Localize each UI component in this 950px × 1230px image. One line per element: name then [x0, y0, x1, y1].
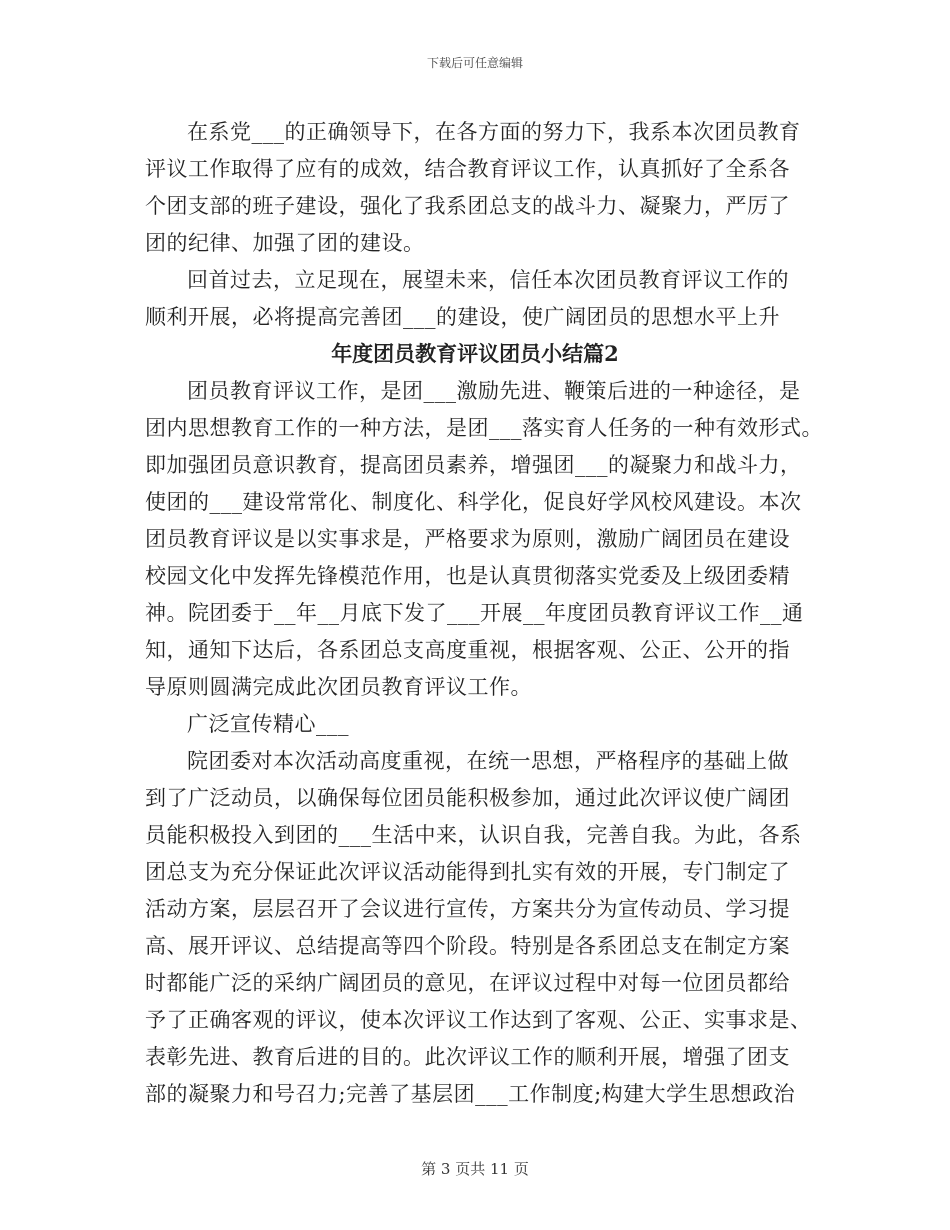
paragraph-line: 员能积极投入到团的___生活中来，认识自我，完善自我。为此，各系 — [145, 823, 802, 847]
paragraph-line: 部的凝聚力和号召力;完善了基层团___工作制度;构建大学生思想政治 — [145, 1082, 796, 1106]
section-title: 年度团员教育评议团员小结篇2 — [331, 341, 619, 366]
paragraph-line: 团总支为充分保证此次评议活动能得到扎实有效的开展，专门制定了 — [145, 860, 790, 884]
paragraph-line: 院团委对本次活动高度重视，在统一思想，严格程序的基础上做 — [187, 749, 789, 773]
paragraph-line: 高、展开评议、总结提高等四个阶段。特别是各系团总支在制定方案 — [145, 934, 790, 958]
paragraph-line: 评议工作取得了应有的成效，结合教育评议工作，认真抓好了全系各 — [145, 157, 790, 181]
paragraph-line: 团员教育评议是以实事求是，严格要求为原则，激励广阔团员在建设 — [145, 527, 790, 551]
paragraph-line: 导原则圆满完成此次团员教育评议工作。 — [145, 675, 532, 699]
page-footer: 第 3 页共 11 页 — [421, 1160, 529, 1178]
paragraph-line: 顺利开展，必将提高完善团___的建设，使广阔团员的思想水平上升 — [145, 305, 780, 329]
subheading: 广泛宣传精心___ — [187, 712, 349, 736]
paragraph-line: 使团的___建设常常化、制度化、科学化，促良好学风校风建设。本次 — [145, 490, 802, 514]
paragraph-line: 知，通知下达后，各系团总支高度重视，根据客观、公正、公开的指 — [145, 638, 790, 662]
page-header: 下载后可任意编辑 — [426, 56, 523, 70]
paragraph-line: 在系党___的正确领导下，在各方面的努力下，我系本次团员教育 — [187, 120, 801, 144]
paragraph-line: 时都能广泛的采纳广阔团员的意见，在评议过程中对每一位团员都给 — [145, 971, 790, 995]
paragraph-line: 校园文化中发挥先锋模范作用，也是认真贯彻落实党委及上级团委精 — [145, 564, 790, 588]
paragraph-line: 团的纪律、加强了团的建设。 — [145, 231, 425, 255]
paragraph-line: 到了广泛动员，以确保每位团员能积极参加，通过此次评议使广阔团 — [145, 786, 790, 810]
paragraph-line: 团员教育评议工作，是团___激励先进、鞭策后进的一种途径，是 — [187, 379, 801, 403]
paragraph-line: 神。院团委于__年__月底下发了___开展__年度团员教育评议工作__通 — [145, 601, 804, 625]
paragraph-line: 表彰先进、教育后进的目的。此次评议工作的顺利开展，增强了团支 — [145, 1045, 790, 1069]
paragraph-line: 回首过去，立足现在，展望未来，信任本次团员教育评议工作的 — [187, 268, 789, 292]
paragraph-line: 活动方案，层层召开了会议进行宣传，方案共分为宣传动员、学习提 — [145, 897, 790, 921]
paragraph-line: 即加强团员意识教育，提高团员素养，增强团___的凝聚力和战斗力， — [145, 453, 802, 477]
paragraph-line: 个团支部的班子建设，强化了我系团总支的战斗力、凝聚力，严厉了 — [145, 194, 790, 218]
paragraph-line: 团内思想教育工作的一种方法，是团___落实育人任务的一种有效形式。 — [145, 416, 823, 440]
paragraph-line: 予了正确客观的评议，使本次评议工作达到了客观、公正、实事求是、 — [145, 1008, 812, 1032]
